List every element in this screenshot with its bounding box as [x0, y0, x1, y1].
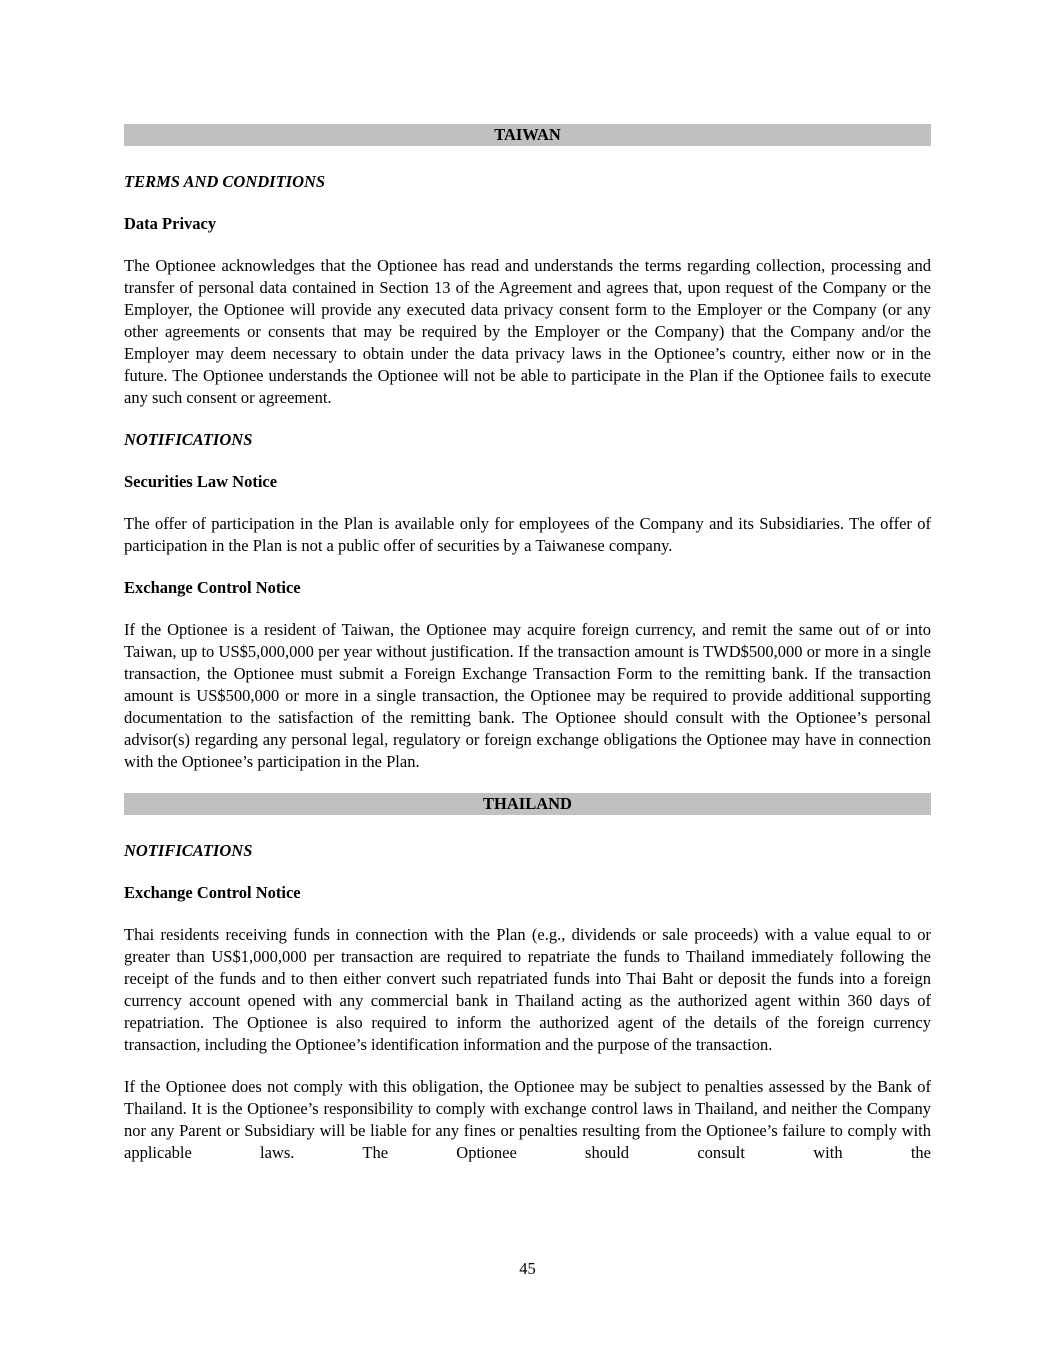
taiwan-exchange-control-notice-heading: Exchange Control Notice	[124, 578, 301, 597]
taiwan-terms-and-conditions-heading: TERMS AND CONDITIONS	[124, 172, 326, 191]
taiwan-data-privacy-heading: Data Privacy	[124, 214, 217, 233]
section-header-taiwan	[124, 124, 931, 146]
document-content	[124, 124, 931, 1184]
section-title-taiwan: TAIWAN	[494, 125, 561, 144]
thailand-exchange-control-notice-heading: Exchange Control Notice	[124, 883, 301, 902]
thailand-notifications-heading: NOTIFICATIONS	[124, 841, 253, 860]
taiwan-notifications-heading: NOTIFICATIONS	[124, 430, 253, 449]
thailand-exchange-control-notice-paragraph-1: Thai residents receiving funds in connection with the Plan (e.g., dividends or sale proceeds) with a value equal to or greater than US$1,000,000 per transaction are required to repatriate the funds to Thailand immediately following the receipt of the funds and to then either convert such repatriated funds into Thai Baht or deposit the funds into a foreign currency account opened with any commercial bank in Thailand acting as the authorized agent within 360 days of repatriation. The Optionee is also required to inform the authorized agent of the details of the foreign currency transaction, including the Optionee’s identification information and the purpose of the transaction.	[124, 925, 931, 1054]
section-title-thailand: THAILAND	[483, 794, 572, 813]
taiwan-securities-law-notice-paragraph: The offer of participation in the Plan is available only for employees of the Company and its Subsidiaries. The offer of participation in the Plan is not a public offer of securities by a Taiwanese company.	[124, 514, 931, 555]
section-header-thailand	[124, 793, 931, 815]
thailand-exchange-control-notice-paragraph-2: If the Optionee does not comply with this obligation, the Optionee may be subject to penalties assessed by the Bank of Thailand. It is the Optionee’s responsibility to comply with exchange control laws in Thailand, and neither the Company nor any Parent or Subsidiary will be liable for any fines or penalties resulting from the Optionee’s failure to comply with applicable laws. The Optionee should consult with the	[124, 1077, 931, 1162]
page-number: 45	[519, 1259, 536, 1278]
taiwan-data-privacy-paragraph: The Optionee acknowledges that the Optionee has read and understands the terms regarding collection, processing and transfer of personal data contained in Section 13 of the Agreement and agrees that, upon request of the Company or the Employer, the Optionee will provide any executed data privacy consent form to the Employer or the Company (or any other agreements or consents that may be required by the Employer or the Company) that the Company and/or the Employer may deem necessary to obtain under the data privacy laws in the Optionee’s country, either now or in the future. The Optionee understands the Optionee will not be able to participate in the Plan if the Optionee fails to execute any such consent or agreement.	[124, 256, 931, 407]
taiwan-securities-law-notice-heading: Securities Law Notice	[124, 472, 278, 491]
taiwan-exchange-control-notice-paragraph: If the Optionee is a resident of Taiwan, the Optionee may acquire foreign currency, and remit the same out of or into Taiwan, up to US$5,000,000 per year without justification. If the transaction amount is TWD$500,000 or more in a single transaction, the Optionee must submit a Foreign Exchange Transaction Form to the remitting bank. If the transaction amount is US$500,000 or more in a single transaction, the Optionee may be required to provide additional supporting documentation to the satisfaction of the remitting bank. The Optionee should consult with the Optionee’s personal advisor(s) regarding any personal legal, regulatory or foreign exchange obligations the Optionee may have in connection with the Optionee’s participation in the Plan.	[124, 620, 931, 771]
